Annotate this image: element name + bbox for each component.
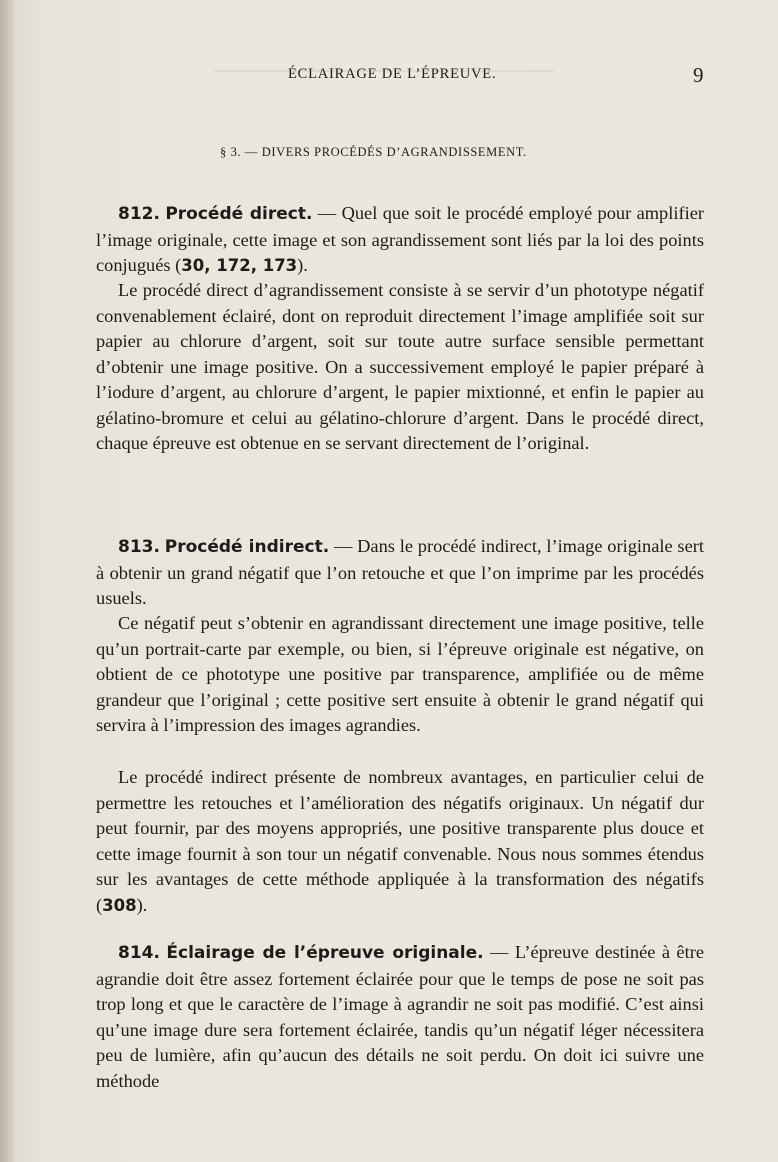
running-title: ÉCLAIRAGE DE L’ÉPREUVE. (288, 66, 497, 82)
paragraph-text: ). (297, 255, 308, 275)
cross-reference: 308 (102, 895, 137, 915)
running-header (0, 63, 778, 92)
section-heading: § 3. — DIVERS PROCÉDÉS D’AGRANDISSEMENT. (220, 145, 527, 159)
adjacent-page-edge (0, 0, 14, 1162)
paragraph-text: Le procédé indirect présente de nombreux avantages, en particulier celui de permettre les retouches et l’amélioration des négatifs originaux. Un négatif dur peut fournir, par des moyens appropriés, une positive transparente plus douce et cette image fournit à son tour un négatif convenable. Nous nous sommes étendus sur les avantages de cette méthode appliquée à la transformation des négatifs ( (96, 767, 704, 915)
paragraph-number: 814. (118, 943, 160, 963)
cross-reference: 30, 172, 173 (181, 256, 298, 275)
paragraph-814 (96, 940, 704, 1094)
paragraph-number: 812. (118, 204, 160, 224)
paragraph-813 (96, 534, 704, 612)
paragraph-812 (96, 201, 704, 279)
paragraph-text: ). (136, 894, 148, 915)
paragraph-813-body: Ce négatif peut s’obtenir en agrandissant directement une image positive, telle qu’un portrait-carte par exemple, ou bien, si l’épreuve originale est négative, on obtient de ce phototype une positive par transparence, amplifiée ou de même grandeur que l’original ; cette positive sert ensuite à obtenir le grand négatif qui servira à l’impression des images agrandies. (96, 613, 704, 735)
paragraph-title: Procédé direct. (165, 204, 313, 224)
paragraph-title: Procédé indirect. (164, 537, 330, 557)
paragraph-812-body: Le procédé direct d’agrandissement consiste à se servir d’un phototype négatif convenablement éclairé, dont on reproduit directement l’image amplifiée soit sur papier au chlorure d’argent, soit sur toute autre surface sensible permettant d’obtenir une image positive. On a successivement employé le papier préparé à l’iodure d’argent, au chlorure d’argent, le papier mixtionné, et enfin le papier au gélatino-bromure et celui au gélatino-chlorure d’argent. Dans le procédé direct, chaque épreuve est obtenue en se servant directement de l’original. (96, 280, 704, 453)
paragraph-813-body-2 (96, 765, 704, 918)
paragraph-text: — Dans le procédé indirect, l’image originale sert à obtenir un grand négatif que l’on retouche et que l’on imprime par les procédés usuels. (96, 536, 704, 608)
paragraph-text: — L’épreuve destinée à être agrandie doit être assez fortement éclairée pour que le temps de pose ne soit pas trop long et que le caractère de l’image à agrandir ne soit pas modifié. C’est ainsi qu’une image dure sera fortement éclairée, tandis qu’un négatif léger nécessitera peu de lumière, afin qu’aucun des détails ne soit perdu. On doit ici suivre une méthode (96, 942, 704, 1091)
paragraph-title: Éclairage de l’épreuve originale. (166, 943, 484, 963)
paragraph-number: 813. (118, 537, 160, 557)
page-number: 9 (693, 63, 704, 87)
paragraph-text: — Quel que soit le procédé employé pour amplifier l’image originale, cette image et son agrandissement sont liés par la loi des points conjugués ( (96, 203, 704, 275)
